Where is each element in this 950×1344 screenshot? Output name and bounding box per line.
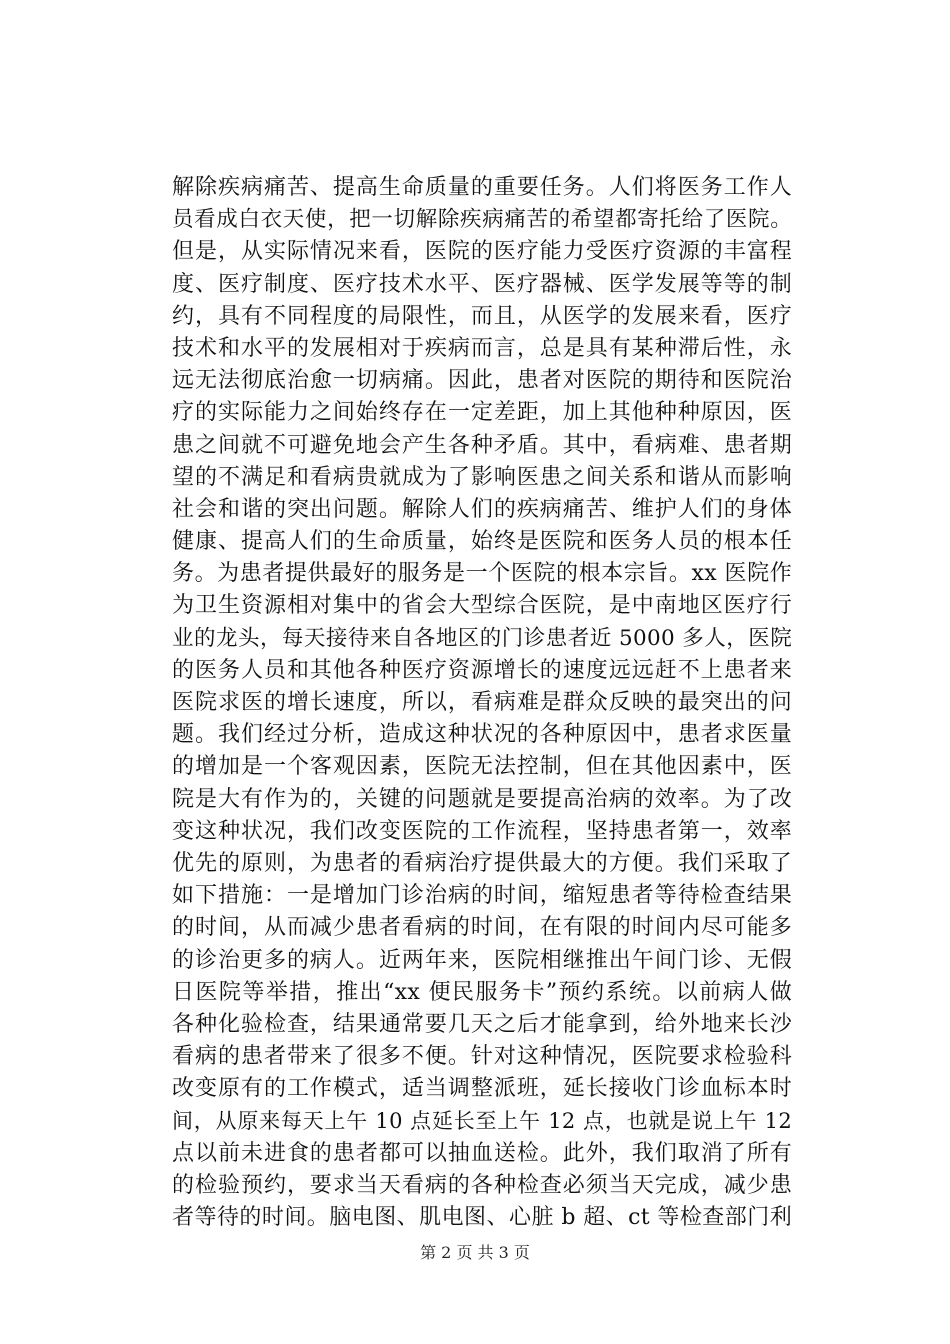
text-line: 点以前未进食的患者都可以抽血送检。此外，我们取消了所有 (172, 1140, 792, 1166)
text-line: 健康、提高人们的生命质量，始终是医院和医务人员的根本任 (172, 529, 792, 555)
text-line: 为卫生资源相对集中的省会大型综合医院，是中南地区医疗行 (172, 593, 792, 619)
text-line: 间，从原来每天上午 10 点延长至上午 12 点，也就是说上午 12 (172, 1109, 792, 1134)
text-line: 业的龙头，每天接待来自各地区的门诊患者近 5000 多人，医院 (172, 625, 792, 651)
text-line: 变这种状况，我们改变医院的工作流程，坚持患者第一，效率 (172, 818, 792, 844)
page-footer: 第 2 页 共 3 页 (420, 1243, 530, 1262)
text-line: 的诊治更多的病人。近两年来，医院相继推出午间门诊、无假 (172, 947, 792, 973)
body-text (172, 172, 792, 1234)
text-line: 望的不满足和看病贵就成为了影响医患之间关系和谐从而影响 (172, 464, 792, 490)
text-line: 如下措施：一是增加门诊治病的时间，缩短患者等待检查结果 (172, 883, 792, 909)
text-line: 技术和水平的发展相对于疾病而言，总是具有某种滞后性，永 (172, 335, 792, 361)
text-line: 各种化验检查，结果通常要几天之后才能拿到，给外地来长沙 (172, 1011, 792, 1037)
text-line: 约，具有不同程度的局限性，而且，从医学的发展来看，医疗 (172, 303, 792, 329)
text-line: 社会和谐的突出问题。解除人们的疾病痛苦、维护人们的身体 (172, 496, 792, 522)
text-line: 改变原有的工作模式，适当调整派班，延长接收门诊血标本时 (172, 1076, 792, 1102)
text-line: 者等待的时间。脑电图、肌电图、心脏 b 超、ct 等检查部门利 (172, 1205, 792, 1230)
text-line: 的时间，从而减少患者看病的时间，在有限的时间内尽可能多 (172, 915, 792, 941)
text-line: 远无法彻底治愈一切病痛。因此，患者对医院的期待和医院治 (172, 368, 792, 394)
text-line: 医院求医的增长速度，所以，看病难是群众反映的最突出的问 (172, 690, 792, 715)
text-line: 务。为患者提供最好的服务是一个医院的根本宗旨。xx 医院作 (172, 561, 792, 587)
text-line: 日医院等举措，推出“xx 便民服务卡”预约系统。以前病人做 (172, 979, 792, 1005)
text-line: 的医务人员和其他各种医疗资源增长的速度远远赶不上患者来 (172, 657, 792, 683)
text-line: 患之间就不可避免地会产生各种矛盾。其中，看病难、患者期 (172, 432, 792, 458)
text-line: 解除疾病痛苦、提高生命质量的重要任务。人们将医务工作人 (172, 175, 792, 200)
text-line: 的增加是一个客观因素，医院无法控制，但在其他因素中，医 (172, 754, 792, 780)
text-line: 院是大有作为的，关键的问题就是要提高治病的效率。为了改 (172, 786, 792, 812)
text-line: 但是，从实际情况来看，医院的医疗能力受医疗资源的丰富程 (172, 239, 792, 265)
text-line: 优先的原则，为患者的看病治疗提供最大的方便。我们采取了 (172, 850, 792, 876)
text-line: 员看成白衣天使，把一切解除疾病痛苦的希望都寄托给了医院。 (172, 207, 792, 233)
text-line: 度、医疗制度、医疗技术水平、医疗器械、医学发展等等的制 (172, 271, 792, 297)
text-line: 题。我们经过分析，造成这种状况的各种原因中，患者求医量 (172, 722, 792, 748)
text-line: 疗的实际能力之间始终存在一定差距，加上其他种种原因，医 (172, 400, 792, 426)
text-line: 看病的患者带来了很多不便。针对这种情况，医院要求检验科 (172, 1044, 792, 1070)
text-line: 的检验预约，要求当天看病的各种检查必须当天完成，减少患 (172, 1172, 792, 1198)
